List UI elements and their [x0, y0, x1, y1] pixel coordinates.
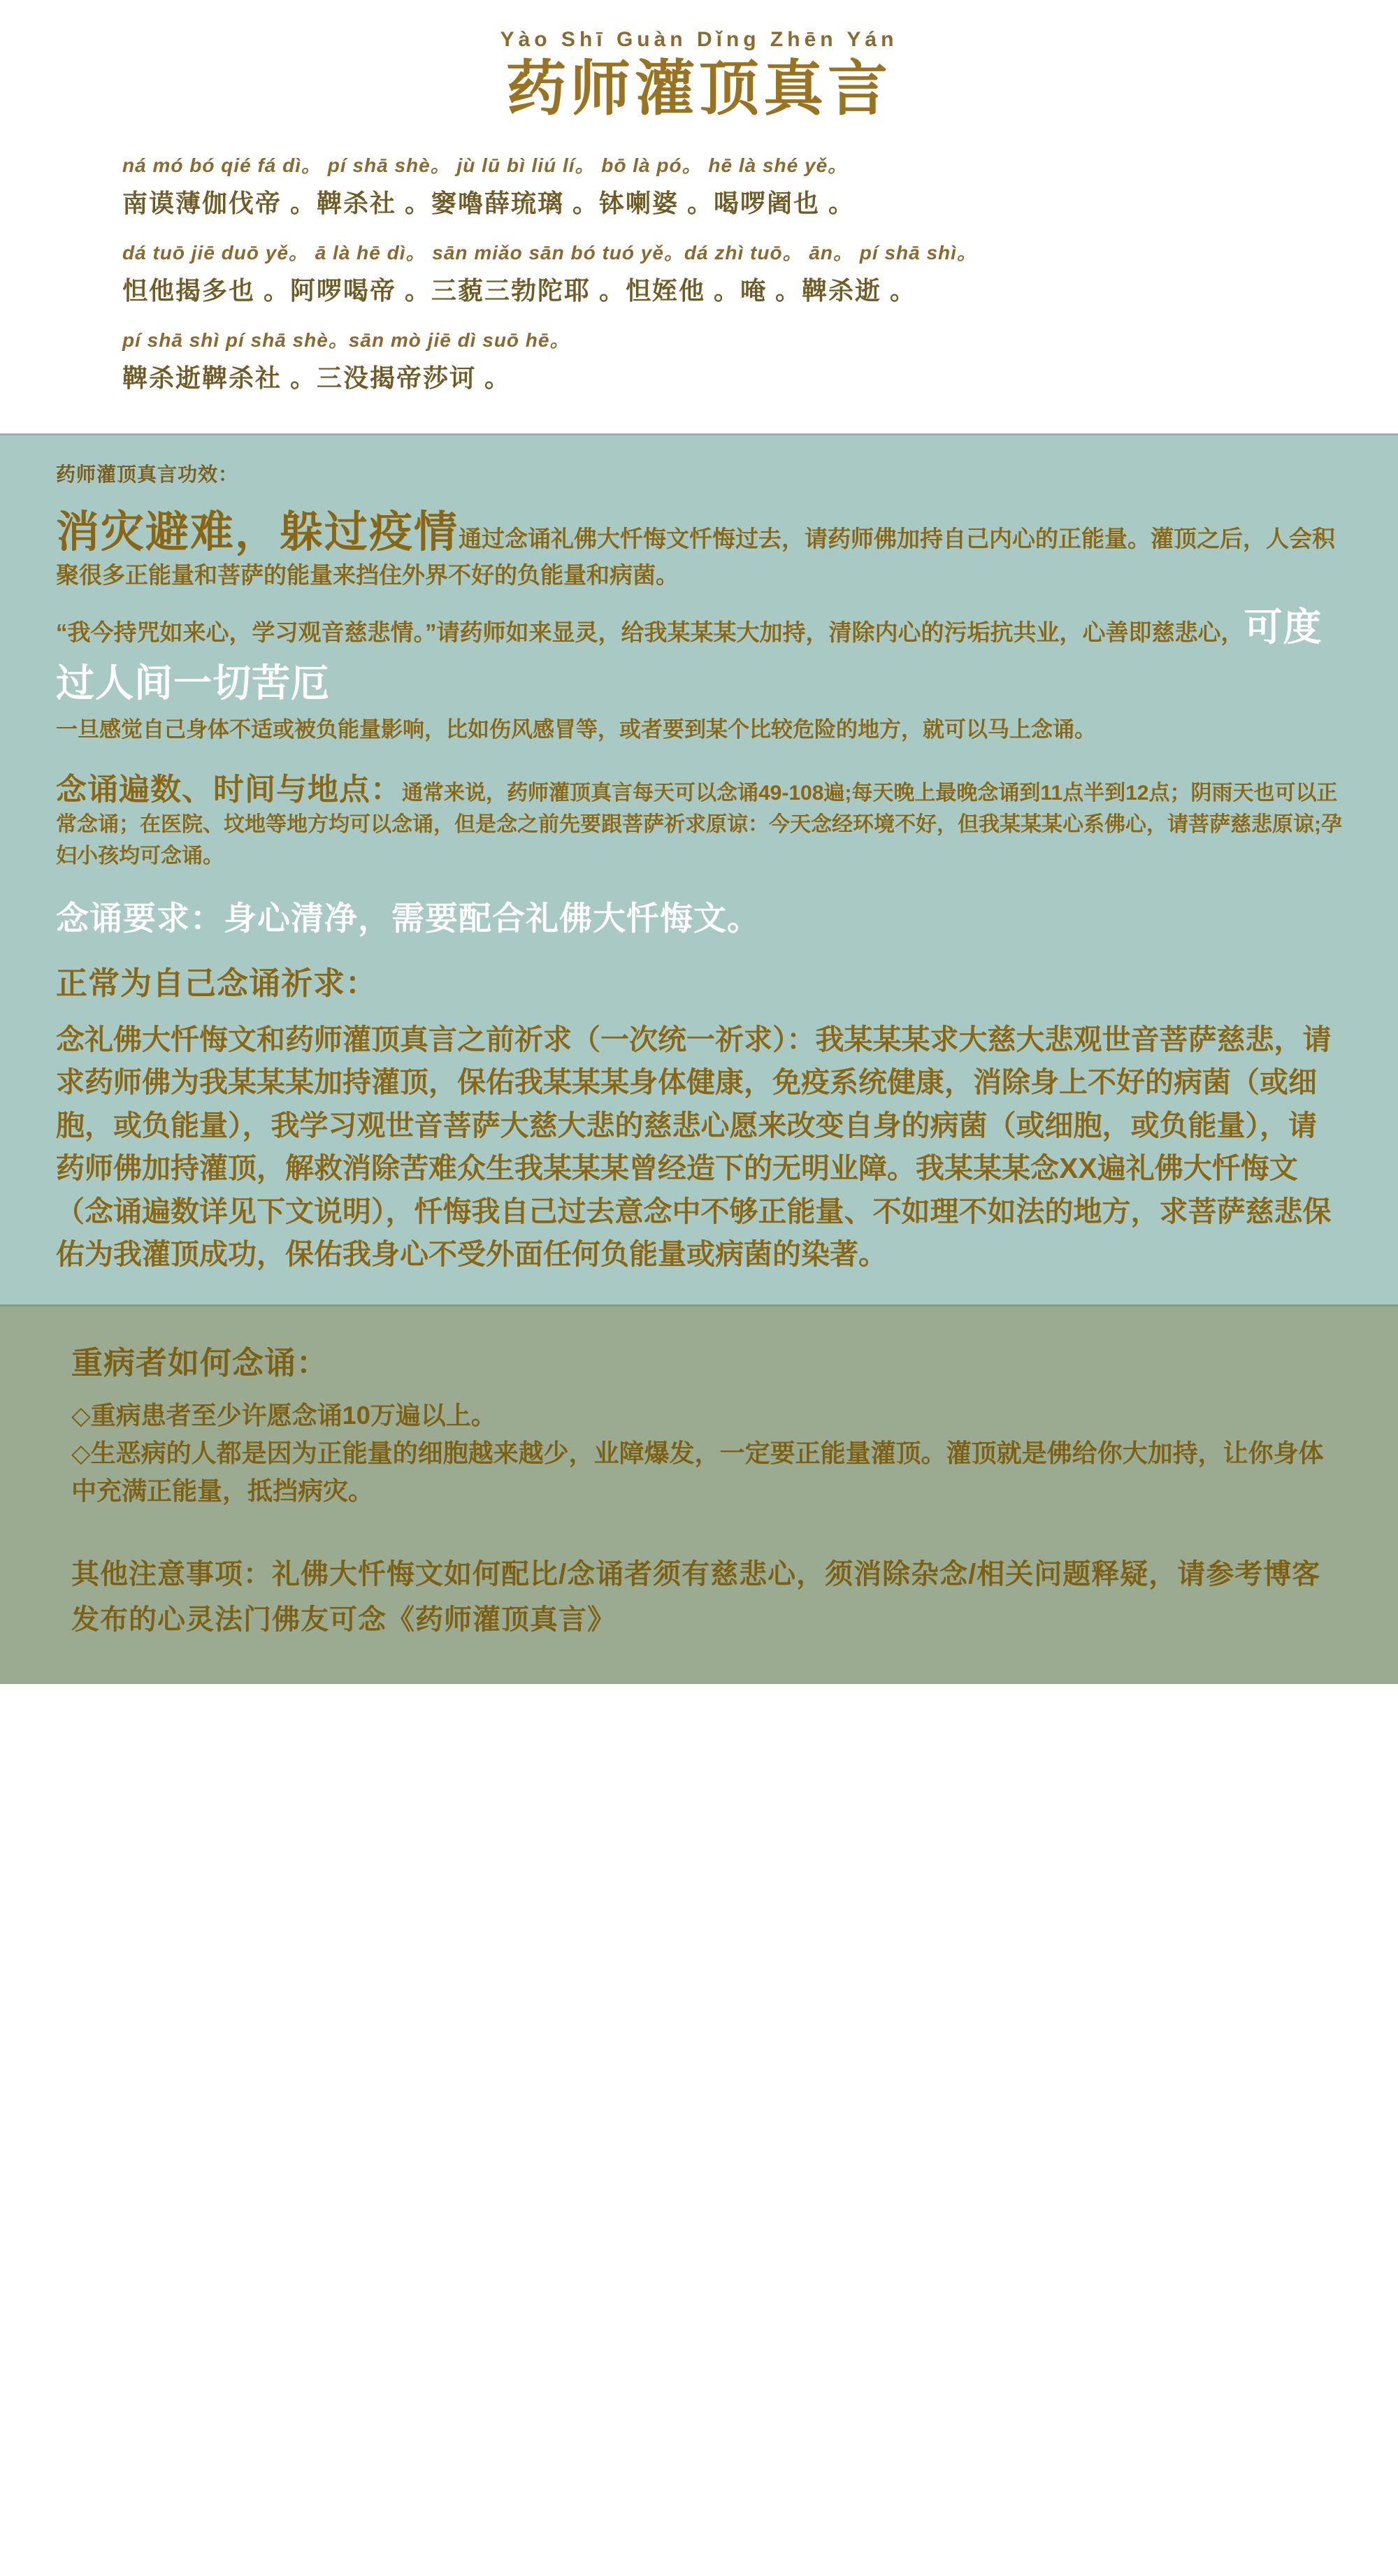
headline-emphasis: 消灾避难，躲过疫情 [56, 508, 459, 556]
prayer-body: 念礼佛大忏悔文和药师灌顶真言之前祈求（一次统一祈求）：我某某某求大慈大悲观世音菩萨慈悲，请求药师佛为我某某某加持灌顶，保佑我某某某身体健康，免疫系统健康，消除身上不好的病菌（或细胞，或负能量），我学习观世音菩萨大慈大悲的慈悲心愿来改变自身的病菌（或细胞，或负能量），请药师佛加持灌顶，解救消除苦难众生我某某某曾经造下的无明业障。我某某某念XX遍礼佛大忏悔文（念诵遍数详见下文说明），忏悔我自己过去意念中不够正能量、不如理不如法的地方，求菩萨慈悲保佑为我灌顶成功，保佑我身心不受外面任何负能量或病菌的染著。 [56, 1023, 1332, 1271]
mantra-line-2-hanzi: 怛他揭多也 。阿啰喝帝 。三藐三勃陀耶 。怛姪他 。唵 。鞞杀逝 。 [122, 275, 917, 305]
mantra-line-2-pinyin: dá tuō jiē duō yě。 ā là hē dì。 sān miǎo sān bó tuó yě。dá zhì tuō。 ān。 pí shā shì。 [122, 241, 977, 264]
efficacy-section [0, 433, 1398, 1304]
headline-paragraph [56, 497, 1342, 592]
page-title: 药师灌顶真言 [506, 55, 892, 122]
count-heading: 念诵遍数、时间与地点： [56, 772, 402, 807]
mantra-section [0, 0, 1398, 433]
mantra-text-block [0, 150, 1398, 394]
pinyin-title: Yào Shī Guàn Dǐng Zhēn Yán [500, 28, 898, 51]
serious-illness-item-2: ◇生恶病的人都是因为正能量的细胞越来越少，业障爆发，一定要正能量灌顶。灌顶就是佛给你大加持，让你身体中充满正能量，抵挡病灾。 [71, 1438, 1324, 1505]
requirement-line: 念诵要求：身心清净，需要配合礼佛大忏悔文。 [56, 899, 761, 937]
efficacy-label: 药师灌顶真言功效： [56, 463, 239, 485]
mantra-line-3-hanzi: 鞞杀逝鞞杀社 。三没揭帝莎诃 。 [122, 363, 512, 392]
when-to-recite-note: 一旦感觉自己身体不适或被负能量影响，比如伤风感冒等，或者要到某个比较危险的地方，就可以马上念诵。 [56, 717, 1096, 742]
serious-illness-item-1: ◇重病患者至少许愿念诵10万遍以上。 [71, 1400, 496, 1430]
mantra-line-1-pinyin: ná mó bó qié fá dì。 pí shā shè。 jù lū bì liú lí。 bō là pó。 hē là shé yě。 [122, 154, 849, 176]
headline-rest: 通过念诵礼佛大忏悔文忏悔过去，请药师佛加持自己内心的正能量。灌顶之后，人会积聚很多正能量和菩萨的能量来挡住外界不好的负能量和病菌。 [56, 525, 1336, 588]
prayer-heading: 正常为自己念诵祈求： [56, 965, 378, 1001]
other-notes: 其他注意事项：礼佛大忏悔文如何配比/念诵者须有慈悲心，须消除杂念/相关问题释疑，请参考博客发布的心灵法门佛友可念《药师灌顶真言》 [71, 1558, 1321, 1635]
mantra-meaning-highlight: 可度过人间一切苦厄 [56, 605, 1323, 705]
mantra-meaning-paragraph [56, 600, 1342, 712]
mantra-meaning-text: “我今持咒如来心，学习观音慈悲情。”请药师如来显灵，给我某某某大加持，清除内心的污垢抗共业，心善即慈悲心， [56, 619, 1244, 646]
serious-illness-section [0, 1304, 1398, 1685]
serious-illness-heading: 重病者如何念诵： [71, 1344, 329, 1381]
mantra-line-1-hanzi: 南谟薄伽伐帝 。鞞杀社 。窭嚕薛琉璃 。钵喇婆 。喝啰阇也 。 [122, 188, 856, 217]
count-paragraph [56, 764, 1342, 872]
count-note: 通常来说，药师灌顶真言每天可以念诵49-108遍;每天晚上最晚念诵到11点半到12点；阴雨天也可以正常念诵；在医院、坟地等地方均可以念诵，但是念之前先要跟菩萨祈求原谅：今天念经环境不好，但我某某某心系佛心，请菩萨慈悲原谅;孕妇小孩均可念诵。 [56, 781, 1342, 868]
mantra-line-3-pinyin: pí shā shì pí shā shè。sān mò jiē dì suō hē。 [122, 329, 570, 351]
